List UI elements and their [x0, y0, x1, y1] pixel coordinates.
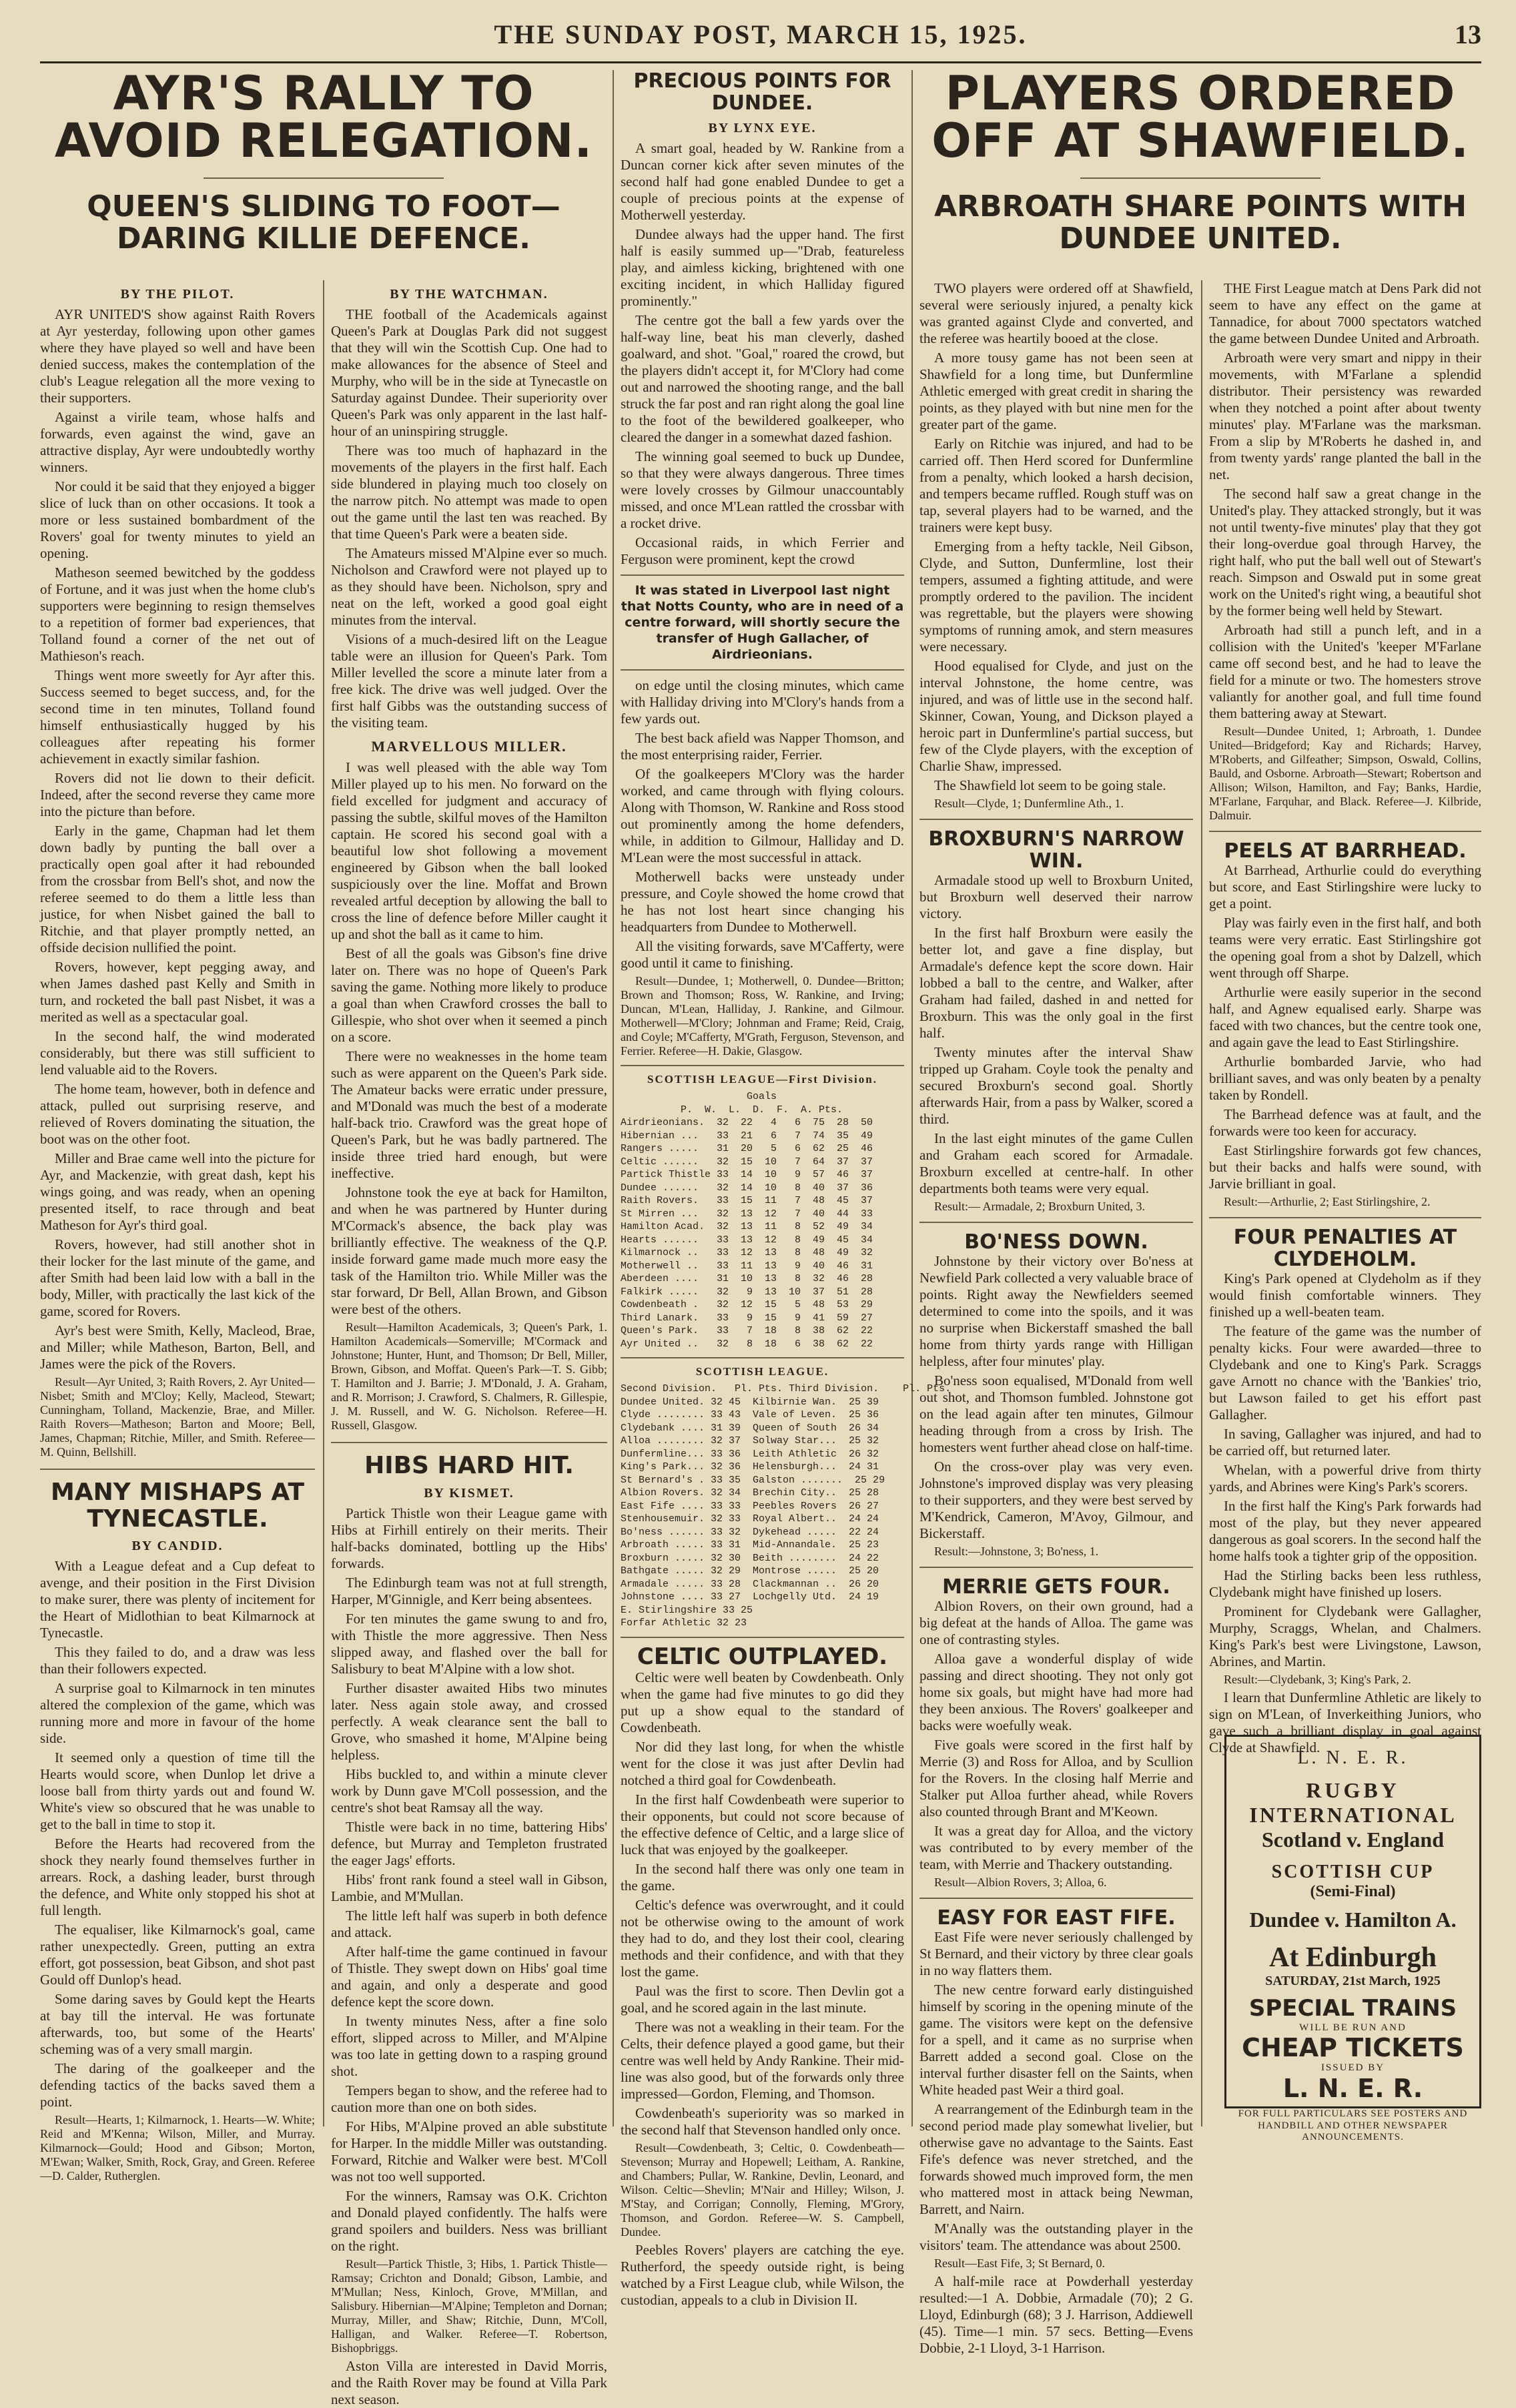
paragraph: A half-mile race at Powderhall yesterday resulted:—1 A. Dobbie, Armadale (70); 2 G. Lloyd, Edinburgh (68); 3 J. Harrison, Addiewell (45). Time—1 min. 57 secs. Betting—Evens Dobbie, 2-1 Lloyd, 3-1 Harrison.	[919, 2273, 1193, 2356]
league2-title: SCOTTISH LEAGUE.	[695, 1365, 829, 1378]
hibs-byline: BY KISMET.	[424, 1485, 514, 1501]
paragraph: It was a great day for Alloa, and the victory was contributed to by every member of the team, with Merrie and Thackery outstanding.	[919, 1823, 1193, 1872]
league2-heads	[621, 1382, 952, 1396]
paragraph: Cowdenbeath's superiority was so marked in the second half that Stevenson handled only once.	[621, 2104, 904, 2138]
merrie-headline: MERRIE GETS FOUR.	[942, 1575, 1170, 1599]
ayr-subhead: QUEEN'S SLIDING TO FOOT—DARING KILLIE DEFENCE.	[87, 189, 560, 256]
paragraph: Ayr's best were Smith, Kelly, Macleod, Brae, and Miller; while Matheson, Barton, Bell, and James were the pick of the Rovers.	[40, 1322, 315, 1372]
paragraph: The feature of the game was the number of penalty kicks. Four were awarded—three to Clydebank and one to King's Park. Scraggs gave Arnott no chance with the 'Bankies' trio, but Lawson failed to get his effort past Gallagher.	[1209, 1323, 1481, 1423]
dundee-body-2	[621, 677, 904, 1058]
league-table-row: Airdrieonians. 32 22 4 6 75 28 50	[621, 1117, 873, 1128]
paragraph: Nor could it be said that they enjoyed a bigger slice of luck than on other occasions. It took a more or less sustained bombardment of the Rovers' goal for twenty minutes to yield an opening.	[40, 478, 315, 561]
paragraph: At Barrhead, Arthurlie could do everything but score, and East Stirlingshire were lucky to get a point.	[1209, 862, 1481, 911]
column-divider	[323, 280, 324, 2126]
paragraph: Emerging from a hefty tackle, Neil Gibson, Clyde, and Sutton, Dunfermline, lost their tempers, assumed a fighting attitude, and were promptly ordered to the pavilion. The incident was regrettable, but the players were showing symptoms of running amok, and stern measures were necessary.	[919, 538, 1193, 655]
paragraph: The Barrhead defence was at fault, and the forwards were too keen for accuracy.	[1209, 1106, 1481, 1139]
paragraph: On the cross-over play was very even. Johnstone's improved display was very pleasing to their supporters, and they were best served by M'Kendrick, Cameron, M'Avoy, Gilmour, and Bickerstaff.	[919, 1459, 1193, 1541]
match-result: Result:— Armadale, 2; Broxburn United, 3.	[934, 1200, 1145, 1213]
ad-company-footer: L. N. E. R.	[1282, 2073, 1423, 2103]
league1-table	[621, 1116, 904, 1350]
paragraph: Things went more sweetly for Ayr after this. Success seemed to beget success, and, for the second time in ten minutes, Tolland found himself enthusiastically hugged by his colleagues after repeating his former achievement in exactly similar fashion.	[40, 667, 315, 767]
paragraph: East Stirlingshire forwards got few chances, but their backs and halfs were sound, with Jarvie brilliant in goal.	[1209, 1142, 1481, 1192]
league-table-row: Hibernian ... 33 21 6 7 74 35 49	[621, 1130, 873, 1142]
match-result: Result—Clyde, 1; Dunfermline Ath., 1.	[934, 797, 1124, 810]
paragraph: Arthurlie were easily superior in the second half, and Agnew equalised early. Sharpe was faced with two chances, but the centre took one, and again gave the lead to East Stirlingshire.	[1209, 984, 1481, 1050]
match-result: Result—Hamilton Academicals, 3; Queen's Park, 1. Hamilton Academicals—Somerville; M'Cormack and Johnstone; Hunter, Hunt, and Thomson; Dr Bell, Miller, Brown, Gibson, and Moffat. Queen's Park—T. S. Gibb; T. Hamilton and J. Barrie; J. M'Donald, J. A. Graham, and R. Morrison; J. Crawford, S. Chalmers, R. Gillespie, J. M. Russell, and W. G. Nicholson. Referee—H. Russell, Glasgow.	[331, 1320, 607, 1432]
paragraph: The equaliser, like Kilmarnock's goal, came rather unexpectedly. Green, putting an extra effort, got possession, beat Gibson, and shot past Gould off Dunlop's head.	[40, 1922, 315, 1988]
paragraph: A more tousy game has not been seen at Shawfield for a long time, but Dunfermline Athletic emerged with great credit in sharing the points, as they played with but nine men for the greater part of the game.	[919, 350, 1193, 432]
match-result: Result:—Clydebank, 3; King's Park, 2.	[1224, 1673, 1411, 1686]
paragraph: This they failed to do, and a draw was less than their followers expected.	[40, 1644, 315, 1677]
column-5	[1209, 280, 1481, 1755]
paragraph: Visions of a much-desired lift on the League table were an illusion for Queen's Park. Tom Miller levelled the score a minute later from a free kick. The drive was well judged. Over the first half Gibbs was the outstanding success of the visiting team.	[331, 631, 607, 731]
paragraph: A rearrangement of the Edinburgh team in the second period made play somewhat livelier, but otherwise gave no advantage to the Saints. East Fife's defence was never stretched, and the forwards showed much improved form, the men who mattered most in attack being Newman, Barrett, and Nairn.	[919, 2101, 1193, 2217]
league-table-row: Ayr United .. 32 8 18 6 38 62 22	[621, 1338, 873, 1350]
paragraph: Albion Rovers, on their own ground, had a big defeat at the hands of Alloa. The game was one of contrasting styles.	[919, 1598, 1193, 1647]
paragraph: The Amateurs missed M'Alpine ever so much. Nicholson and Crawford were not played up to as they should have been. Nicholson, spry and neat on the left, worked a good goal eight minutes from the interval.	[331, 545, 607, 628]
paragraph: Arbroath had still a punch left, and in a collision with the United's 'keeper M'Farlane came off second best, and he had to leave the field for a minute or two. The homesters strove valiantly for another goal, and full time found them battering away at Stewart.	[1209, 622, 1481, 721]
transfer-note: It was stated in Liverpool last night that Notts County, who are in need of a centre forward, will shortly secure the transfer of Hugh Gallacher, of Airdrieonians.	[621, 583, 904, 662]
league-table-row: Motherwell .. 33 11 13 9 40 46 31	[621, 1260, 873, 1272]
paragraph: Whelan, with a powerful drive from thirty yards, and Abrines were King's Park's scorers.	[1209, 1462, 1481, 1495]
shawfield-headline: PLAYERS ORDERED OFF AT SHAWFIELD.	[931, 66, 1469, 169]
arbroath-headline: ARBROATH SHARE POINTS WITH DUNDEE UNITED.	[934, 189, 1467, 256]
page-number: 13	[1455, 19, 1481, 49]
league-table-row: Armadale ..... 33 28 Clackmannan .. 26 20	[621, 1578, 879, 1590]
league2-left-head: Second Division. Pl. Pts.	[621, 1383, 783, 1394]
paragraph: Dundee always had the upper hand. The first half is easily summed up—"Drab, featureless play, and aimless kicking, brightened with one exciting incident, in which Halliday figured prominently."	[621, 226, 904, 309]
match-result: Result—Ayr United, 3; Raith Rovers, 2. Ayr United—Nisbet; Smith and M'Cloy; Kelly, Macleod, Stewart; Cunningham, Tolland, Mackenzie, Brae, and Miller. Raith Rovers—Matheson; Barton and Moore; Bell, James, Chapman; Ritchie, Miller, and Smith. Referee—M. Quinn, Bellshill.	[40, 1375, 315, 1459]
paragraph: Arbroath were very smart and nippy in their movements, with M'Farlane a splendid distributor. Their persistency was rewarded when they notched a point after about twenty minutes' play. M'Farlane was the marksman. From a slip by M'Roberts he dashed in, and from twenty yards' range planted the ball in the net.	[1209, 350, 1481, 482]
broxburn-body	[919, 872, 1193, 1214]
paragraph: It seemed only a question of time till the Hearts would score, when Dunlop let drive a loose ball from thirty yards out and found W. White's view so obscured that he was unable to get to the ball in time to stop it.	[40, 1749, 315, 1833]
paragraph: Alloa gave a wonderful display of wide passing and direct shooting. They not only got home six goals, but might have had more had they been anxious. The Rovers' goalkeeper and backs were woefully weak.	[919, 1651, 1193, 1733]
tynecastle-body	[40, 1558, 315, 2183]
celtic-headline: CELTIC OUTPLAYED.	[637, 1643, 888, 1670]
league-table-row: Aberdeen .... 31 10 13 8 32 46 28	[621, 1273, 873, 1284]
league-table-row: Partick Thistle 33 14 10 9 57 46 37	[621, 1169, 873, 1180]
column-3	[621, 69, 952, 2308]
masthead	[40, 19, 1481, 59]
clydeholm-headline: FOUR PENALTIES AT CLYDEHOLM.	[1233, 1226, 1457, 1271]
paragraph: Hibs' front rank found a steel wall in Gibson, Lambie, and M'Mullan.	[331, 1871, 607, 1904]
league-table-row: Forfar Athletic 32 23	[621, 1617, 747, 1629]
boness-body	[919, 1253, 1193, 1559]
league-table-row: Clydebank .... 31 39 Queen of South 26 34	[621, 1422, 879, 1434]
paragraph: Peebles Rovers' players are catching the eye. Rutherford, the speedy outside right, is being watched by a First League club, while Wilson, the custodian, appeals to a club in Division II.	[621, 2241, 904, 2308]
paragraph: The second half saw a great change in the United's play. They attacked strongly, but it was not until twenty-five minutes' play that they got their long-overdue goal through Harvey, the right half, who put the ball well out of Stewart's reach. Simpson and Oswald put in some great work on the United's right wing, a beautiful shot by the former being well held by Stewart.	[1209, 486, 1481, 619]
column-2	[331, 280, 607, 2407]
column-4	[919, 280, 1193, 2356]
ad-international: INTERNATIONAL	[1249, 1802, 1457, 1827]
paragraph: In saving, Gallagher was injured, and had to be carried off, but returned later.	[1209, 1426, 1481, 1459]
paragraph: AYR UNITED'S show against Raith Rovers at Ayr yesterday, following upon other games where they have played so well and have been denied success, makes the contemplation of the club's League relegation all the more vexing to their supporters.	[40, 306, 315, 406]
match-result: Result—East Fife, 3; St Bernard, 0.	[934, 2257, 1105, 2270]
ayr-byline: BY THE PILOT.	[120, 287, 235, 302]
paragraph: Hibs buckled to, and within a minute clever work by Dunn gave M'Coll possession, and the centre's shot beat Ramsay all the way.	[331, 1765, 607, 1816]
paragraph: A surprise goal to Kilmarnock in ten minutes altered the complexion of the game, which was running more and more in favour of the home side.	[40, 1680, 315, 1747]
paragraph: After half-time the game continued in favour of Thistle. They swept down on Hibs' goal time and again, and only a desperate and good defence kept the score down.	[331, 1943, 607, 2010]
league-table-row: Bo'ness ...... 33 32 Dykehead ..... 22 24	[621, 1526, 879, 1538]
paragraph: Had the Stirling backs been less ruthless, Clydebank might have finished up losers.	[1209, 1567, 1481, 1600]
ad-will-be-run: WILL BE RUN AND	[1299, 2022, 1407, 2033]
paragraph: Nor did they last long, for when the whistle went for the close it was just after Devlin had notched a third goal for Cowdenbeath.	[621, 1738, 904, 1788]
paragraph: Celtic were well beaten by Cowdenbeath. Only when the game had five minutes to go did they put up a show equal to the standard of Cowdenbeath.	[621, 1669, 904, 1735]
paragraph: The winning goal seemed to buck up Dundee, so that they were always dangerous. Three times were lovely crosses by Gilmour unaccountably missed, and once M'Lean rattled the crossbar with a rocket drive.	[621, 448, 904, 531]
paragraph: Prominent for Clydebank were Gallagher, Murphy, Scraggs, Whelan, and Chalmers. King's Park's best were Livingstone, Lawson, Abrines, and Martin.	[1209, 1603, 1481, 1669]
paragraph: Tempers began to show, and the referee had to caution more than one on both sides.	[331, 2082, 607, 2115]
paragraph: Against a virile team, whose halfs and forwards, even against the wind, gave an attractive display, Ayr were undoubtedly worthy winners.	[40, 409, 315, 475]
celtic-body	[621, 1669, 904, 2309]
league-table-row: Celtic ...... 32 15 10 7 64 37 37	[621, 1156, 873, 1168]
league-table-row: Hearts ...... 33 13 12 8 49 45 34	[621, 1234, 873, 1246]
paragraph: Motherwell backs were unsteady under pressure, and Coyle showed the home crowd that he has not lost heart since changing his headquarters from Dundee to Motherwell.	[621, 869, 904, 935]
paragraph: In the second half there was only one team in the game.	[621, 1860, 904, 1894]
paragraph: Rovers did not lie down to their deficit. Indeed, after the second reverse they came more into the picture than before.	[40, 770, 315, 819]
paragraph: Matheson seemed bewitched by the goddess of Fortune, and it was just when the home club's supporters were beginning to resign themselves to a repetition of former bad experiences, that Tolland found a corner of the net out of Mathieson's reach.	[40, 564, 315, 664]
league-table-row: Broxburn ..... 32 30 Beith ........ 24 22	[621, 1552, 879, 1564]
paragraph: Early in the game, Chapman had let them down badly by punting the ball over a practically open goal after it had rebounded from the crossbar from Bell's shot, and now the referee seemed to do them a little less than justice, for when Nisbet gained the ball to Ritchie, and that player promptly netted, an offside decision nullified the point.	[40, 823, 315, 955]
ad-dundee-hamilton: Dundee v. Hamilton A.	[1249, 1908, 1457, 1932]
paragraph: For the winners, Ramsay was O.K. Crichton and Donald played confidently. The halfs were grand spoilers and builders. Ness was brilliant on the right.	[331, 2187, 607, 2254]
paragraph: The Shawfield lot seem to be going stale.	[934, 777, 1166, 793]
ad-rugby: RUGBY	[1306, 1778, 1400, 1803]
match-result: Result:—Johnstone, 3; Bo'ness, 1.	[934, 1545, 1099, 1558]
paragraph: Johnstone took the eye at back for Hamilton, and when he was partnered by Hunter during M'Cormack's absence, the back play was brilliantly effective. The weakness of the Q.P. inside forward game made much more easy the task of the Hamilton trio. While Miller was the star forward, Dr Bell, Allan Brown, and Gibson were best of the others.	[331, 1184, 607, 1317]
hibs-body	[331, 1505, 607, 2408]
league-table-row: Clyde ........ 33 43 Vale of Leven. 25 36	[621, 1409, 879, 1421]
paragraph: Celtic's defence was overwrought, and it could not be otherwise owing to the amount of work they had to do, and they lost their cool, clearing methods and their confidence, and with that they lost the game.	[621, 1896, 904, 1980]
paragraph: Best of all the goals was Gibson's fine drive later on. There was no hope of Queen's Park saving the game. Nothing more likely to produce a goal than when Crawford crosses the ball to Gillespie, who shot over when it seemed a pinch on a score.	[331, 945, 607, 1045]
league-table-row: King's Park... 32 36 Helensburgh... 24 31	[621, 1461, 879, 1473]
match-result: Result—Dundee United, 1; Arbroath, 1. Dundee United—Bridgeford; Kay and Richards; Harvey, M'Roberts, and Gilfeather; Simpson, Oswald, Collins, Bauld, and Osborne. Arbroath—Stewart; Robertson and Allison; Wilson, Hamilton, and Fay; Banks, Hardie, M'Farlane, Farquhar, and Black. Referee—J. Kilbride, Dalmuir.	[1209, 725, 1481, 822]
paragraph: In the first half Cowdenbeath were superior to their opponents, but could not score because of the effective defence of Celtic, and a large slice of luck that was enjoyed by the goalkeeper.	[621, 1791, 904, 1858]
paragraph: Thistle were back in no time, battering Hibs' defence, but Murray and Templeton frustrated the eager Jags' efforts.	[331, 1818, 607, 1868]
paragraph: Aston Villa are interested in David Morris, and the Raith Rover may be found at Villa Park next season.	[331, 2357, 607, 2407]
ad-semi-final: (Semi-Final)	[1310, 1882, 1396, 1900]
league-table-row: Hamilton Acad. 32 13 11 8 52 49 34	[621, 1221, 873, 1232]
ad-scotland-england: Scotland v. England	[1262, 1827, 1444, 1852]
paragraph: Before the Hearts had recovered from the shock they nearly found themselves further in arrears. Rock, a dashing leader, burst through the defence, and White only stopped his shot at full length.	[40, 1836, 315, 1919]
tynecastle-byline: BY CANDID.	[131, 1539, 224, 1554]
paragraph: In the first half the King's Park forwards had most of the play, but they never appeared dangerous as goal scorers. In the second half the home halfs took a tighter grip of the opposition.	[1209, 1498, 1481, 1564]
league1-header: Goals P. W. L. D. F. A. Pts.	[681, 1091, 843, 1116]
paragraph: I was well pleased with the able way Tom Miller played up to his men. No forward on the field excelled for judgment and accuracy of passing the subtle, skilful moves of the Hamilton captain. He scored his second goal with a beautiful low shot following a movement engineered by Gibson when the ball looked suspiciously over the line. Moffat and Brown revealed artful deception by allowing the ball to cross the line of defence before Miller caught it up and shot the ball as it came to him.	[331, 759, 607, 942]
paragraph: The daring of the goalkeeper and the defending tactics of the backs saved them a point.	[40, 2060, 315, 2110]
hibs-headline: HIBS HARD HIT.	[364, 1452, 574, 1479]
dundee-headline: PRECIOUS POINTS FOR DUNDEE.	[633, 69, 891, 115]
league-table-row: Dundee ...... 32 14 10 8 40 37 36	[621, 1182, 873, 1194]
merrie-body	[919, 1598, 1193, 1890]
column-divider	[911, 70, 913, 2126]
league-table-row: Johnstone .... 33 27 Lochgelly Utd. 24 19	[621, 1591, 879, 1603]
paragraph: In the first half Broxburn were easily the better lot, and gave a fine display, but Armadale's defence kept the score down. Hair lobbed a ball to the centre, and Walker, after Graham had failed, dashed in and netted for Broxburn. This was the only goal in the first half.	[919, 925, 1193, 1041]
ad-company: L. N. E. R.	[1297, 1747, 1409, 1768]
league-table-row: Dundee United. 32 45 Kilbirnie Wan. 25 39	[621, 1396, 879, 1408]
paragraph: With a League defeat and a Cup defeat to avenge, and their position in the First Division to make surer, there was plenty of incitement for the Heart of Midlothian to beat Kilmarnock at Tynecastle.	[40, 1558, 315, 1641]
queens-subhead: MARVELLOUS MILLER.	[371, 738, 567, 755]
paragraph: Hood equalised for Clyde, and just on the interval Johnstone, the home centre, was injured, and was of little use in the second half. Skinner, Cowan, Young, and Dickson played a heroic part in Dunfermline's partial success, but few of the Clyde players, with the exception of Charlie Shaw, impressed.	[919, 658, 1193, 774]
dundee-byline: BY LYNX EYE.	[708, 121, 817, 135]
paragraph: Five goals were scored in the first half by Merrie (3) and Ross for Alloa, and by Scullion for the Rovers. In the closing half Merrie and Stalker put Alloa further ahead, while Rovers also counted through Brant and M'Keown.	[919, 1737, 1193, 1820]
paragraph: In twenty minutes Ness, after a fine solo effort, slipped across to Miller, and M'Alpine was too late in getting down to a rasping ground shot.	[331, 2012, 607, 2079]
match-result: Result—Cowdenbeath, 3; Celtic, 0. Cowdenbeath—Stevenson; Murray and Hopewell; Leitham, A. Rankine, and Chambers; Pullar, W. Rankine, Devlin, Leonard, and Wilson. Celtic—Shevlin; M'Nair and Hilley; Wilson, J. M'Stay, and Corrigan; Connolly, Fleming, M'Grory, Thomson, and Gordon. Referee—W. S. Campbell, Dundee.	[621, 2140, 904, 2239]
match-result: Result—Dundee, 1; Motherwell, 0. Dundee—Britton; Brown and Thomson; Ross, W. Rankine, and Irving; Duncan, M'Lean, Halliday, J. Rankine, and Gilmour. Motherwell—M'Clory; Johnman and Frame; Reid, Craig, and Coyle; M'Cafferty, M'Grath, Ferguson, Stevenson, and Ferrier. Referee—H. Dakie, Glasgow.	[621, 974, 904, 1058]
match-result: Result—Albion Rovers, 3; Alloa, 6.	[934, 1876, 1107, 1889]
paragraph: Arthurlie bombarded Jarvie, who had brilliant saves, and was only beaten by a penalty taken by Rondell.	[1209, 1054, 1481, 1103]
shawfield-body	[919, 280, 1193, 811]
column-divider	[1201, 280, 1202, 2126]
ad-special-trains: SPECIAL TRAINS	[1248, 1995, 1457, 2022]
eastfife-headline: EASY FOR EAST FIFE.	[937, 1906, 1176, 1930]
paragraph: M'Anally was the outstanding player in the visitors' team. The attendance was about 2500.	[919, 2221, 1193, 2253]
masthead-title: THE SUNDAY POST, MARCH 15, 1925.	[494, 19, 1028, 49]
league-table-row: E. Stirlingshire 33 25	[621, 1604, 753, 1616]
paragraph: The home team, however, both in defence and attack, pulled out surprising reserve, and relieved of Rovers dominating the situation, the boot was on the other foot.	[40, 1081, 315, 1147]
masthead-rule	[40, 61, 1481, 63]
paragraph: For ten minutes the game swung to and fro, with Thistle the more aggressive. Then Ness slipped away, and flashed over the ball for Salisbury to beat M'Alpine with a low shot.	[331, 1610, 607, 1677]
league-table-row: Raith Rovers. 33 15 11 7 48 45 37	[621, 1195, 873, 1206]
arbroath-body	[1209, 280, 1481, 823]
match-result: Result:—Arthurlie, 2; East Stirlingshire, 2.	[1224, 1195, 1431, 1208]
ad-cheap-tickets: CHEAP TICKETS	[1242, 2032, 1464, 2062]
paragraph: Twenty minutes after the interval Shaw tripped up Graham. Coyle took the penalty and secured Broxburn's second goal. Shortly afterwards Hair, from a pass by Walker, scored a third.	[919, 1044, 1193, 1127]
broxburn-headline: BROXBURN'S NARROW WIN.	[928, 827, 1184, 873]
paragraph: Partick Thistle won their League game with Hibs at Firhill entirely on their merits. Their half-backs dominated, bottling up the Hibs' forwards.	[331, 1505, 607, 1571]
paragraph: Play was fairly even in the first half, and both teams were very erratic. East Stirlingshire got the opening goal from a shot by Dalzell, which went through off Sharpe.	[1209, 915, 1481, 981]
eastfife-body	[919, 1929, 1193, 2357]
barrhead-headline: PEELS AT BARRHEAD.	[1224, 839, 1467, 863]
ayr-body	[40, 306, 315, 1459]
paragraph: I learn that Dunfermline Athletic are likely to sign on M'Lean, of Inverkeithing Juniors, who gave such a brilliant display in goal against Clyde at Shawfield.	[1209, 1689, 1481, 1755]
match-result: Result—Hearts, 1; Kilmarnock, 1. Hearts—W. White; Reid and M'Kenna; Wilson, Miller, and Murray. Kilmarnock—Gould; Hood and Gibson; Morton, M'Ewan; Walker, Smith, Rock, Gray, and Green. Referee—D. Calder, Rutherglen.	[40, 2113, 315, 2183]
league-table-row: Falkirk ..... 32 9 13 10 37 51 28	[621, 1286, 873, 1298]
league-table-row: Rangers ..... 31 20 5 6 62 25 46	[621, 1143, 873, 1154]
paragraph: The best back afield was Napper Thomson, and the most enterprising raider, Ferrier.	[621, 730, 904, 763]
paragraph: Miller and Brae came well into the picture for Ayr, and Mackenzie, with great dash, kept his wings going, and was ready, when an opening presented itself, to race through and beat Matheson for Ayr's third goal.	[40, 1150, 315, 1233]
paragraph: THE First League match at Dens Park did not seem to have any effect on the game at Tannadice, for about 7000 spectators watched the game between Dundee United and Arbroath.	[1209, 280, 1481, 346]
paragraph: Rovers, however, had still another shot in their locker for the last minute of the game, and after Smith had been laid low with a ball in the body, Miller, with practically the last kick of the game, scored for Rovers.	[40, 1236, 315, 1319]
league2-table	[621, 1396, 904, 1630]
paragraph: Armadale stood up well to Broxburn United, but Broxburn well deserved their narrow victory.	[919, 872, 1193, 921]
queens-body-2	[331, 759, 607, 1433]
league-table-row: Cowdenbeath . 32 12 15 5 48 53 29	[621, 1299, 873, 1310]
ad-date: SATURDAY, 21st March, 1925	[1265, 1974, 1441, 1989]
dundee-body	[621, 140, 904, 568]
paragraph: The little left half was superb in both defence and attack.	[331, 1907, 607, 1940]
paragraph: Paul was the first to score. Then Devlin got a goal, and he scored again in the last minute.	[621, 1982, 904, 2016]
paragraph: Further disaster awaited Hibs two minutes later. Ness again stole away, and crossed perfectly. A weak clearance sent the ball to Grove, who smashed it home, M'Alpine being helpless.	[331, 1679, 607, 1763]
league-table-row: Dunfermline... 33 36 Leith Athletic 26 32	[621, 1448, 879, 1460]
league-table-row: Arbroath ..... 33 31 Mid-Annandale. 25 23	[621, 1539, 879, 1551]
queens-byline: BY THE WATCHMAN.	[390, 287, 548, 302]
ad-particulars: FOR FULL PARTICULARS SEE POSTERS AND HANDBILL AND OTHER NEWSPAPER ANNOUNCEMENTS.	[1238, 2108, 1468, 2142]
paragraph: THE football of the Academicals against Queen's Park at Douglas Park did not suggest that they will win the Scottish Cup. One had to make allowances for the absence of Steel and Murphy, who will be in the side at Tynecastle on Saturday against Dundee. Their superiority over Queen's Park was only apparent in the last half-hour of an uninspiring struggle.	[331, 306, 607, 439]
paragraph: In the last eight minutes of the game Cullen and Graham each scored for Armadale. Broxburn excelled at centre-half. In other departments both teams were very equal.	[919, 1130, 1193, 1196]
paragraph: The Edinburgh team was not at full strength, Harper, M'Ginnigle, and Kerr being absentees.	[331, 1574, 607, 1607]
league-table-row: Kilmarnock .. 33 12 13 8 48 49 32	[621, 1247, 873, 1258]
paragraph: For Hibs, M'Alpine proved an able substitute for Harper. In the middle Miller was outstanding. Forward, Ritchie and Walker were best. M'Coll was not too well supported.	[331, 2118, 607, 2184]
paragraph: A smart goal, headed by W. Rankine from a Duncan corner kick after seven minutes of the second half had gone enabled Dundee to get a couple of precious points at the expense of Motherwell yesterday.	[621, 140, 904, 223]
paragraph: Bo'ness soon equalised, M'Donald from well out shot, and Thomson fumbled. Johnstone got on the lead again after ten minutes, Gilmour heading through from a cross by Irish. The homesters went further ahead close on half-time.	[919, 1372, 1193, 1455]
paragraph: The new centre forward early distinguished himself by scoring in the opening minute of the game. The visitors were kept on the defensive for a spell, and it came as no surprise when Barrett added a second goal. Close on the interval further disaster fell on the Saints, when White headed past Weir a third goal.	[919, 1982, 1193, 2098]
paragraph: There were no weaknesses in the home team such as were apparent on the Queen's Park side. The Amateur backs were erratic under pressure, and M'Donald was much the best of a moderate half-back trio. Crawford was the great hope of Queen's Park, but he was badly partnered. The inside three tried hard enough, but were ineffective.	[331, 1048, 607, 1181]
league-table-row: Albion Rovers. 32 34 Brechin City.. 25 28	[621, 1487, 879, 1499]
paragraph: Johnstone by their victory over Bo'ness at Newfield Park collected a very valuable brace of points. Right away the Newfielders seemed determined to come into the spoils, and it was no surprise when Bickerstaff smashed the ball home from thirty yards range with Hilligan helpless, after four minutes' play.	[919, 1253, 1193, 1369]
tynecastle-headline: MANY MISHAPS AT TYNECASTLE.	[50, 1479, 305, 1533]
barrhead-body	[1209, 862, 1481, 1209]
league2-right-head: Third Division. Pl. Pts.	[789, 1383, 952, 1394]
ad-edinburgh: At Edinburgh	[1269, 1942, 1437, 1974]
paragraph: The centre got the ball a few yards over the half-way line, beat his man cleverly, dashed goalward, and shot. "Goal," roared the crowd, but the players didn't accept it, for M'Clory had come out and narrowed the shooting range, and the ball struck the far post and ran right along the goal line to the foot of the bewildered goalkeeper, who cleared the danger in a somewhat dazed fashion.	[621, 312, 904, 445]
league-table-row: East Fife .... 33 33 Peebles Rovers 26 27	[621, 1500, 879, 1512]
paragraph: Early on Ritchie was injured, and had to be carried off. Then Herd scored for Dunfermline from a penalty, which looked a harsh decision, and tempers became ruffled. Rough stuff was on tap, several players had to be warned, and the trainers were kept busy.	[919, 436, 1193, 535]
paragraph: TWO players were ordered off at Shawfield, several were seriously injured, a penalty kick was granted against Clyde and converted, and the referee was heartily booed at the close.	[919, 280, 1193, 346]
paragraph: King's Park opened at Clydeholm as if they would finish comfortable winners. They finished up a well-beaten team.	[1209, 1270, 1481, 1320]
paragraph: Of the goalkeepers M'Clory was the harder worked, and came through with flying colours. Along with Thomson, W. Rankine and Ross stood out prominently among the home defenders, while, in addition to Gilmour, Halliday and D. M'Lean were the most successful in attack.	[621, 766, 904, 865]
league-table-row: St Bernard's . 33 35 Galston ....... 25 29	[621, 1474, 885, 1486]
match-result: Result—Partick Thistle, 3; Hibs, 1. Partick Thistle—Ramsay; Crichton and Donald; Gibson, Lambie, and M'Mullan; Ness, Kinloch, Grove, M'Millan, and Salisbury. Hibernian—M'Alpine; Templeton and Dornan; Murray, Miller, and Shaw; Ritchie, Dunn, M'Coll, Halligan, and Walker. Referee—T. Robertson, Bishopbriggs.	[331, 2257, 607, 2355]
paragraph: East Fife were never seriously challenged by St Bernard, and their victory by three clear goals in no way flatters them.	[919, 1929, 1193, 1978]
ad-issued-by: ISSUED BY	[1320, 2062, 1385, 2074]
paragraph: Some daring saves by Gould kept the Hearts at bay till the interval. He was fortunate afterwards, too, but some of the Hearts' scheming was of a very small margin.	[40, 1991, 315, 2058]
league-table-row: St Mirren ... 32 13 12 7 40 44 33	[621, 1208, 873, 1220]
paragraph: There was too much of haphazard in the movements of the players in the first half. Each side blundered in playing much too closely on the narrow pitch. No attempt was made to open out the game until the last ten was reached. By that time Queen's Park were a beaten side.	[331, 442, 607, 542]
league-table-row: Queen's Park. 33 7 18 8 38 62 22	[621, 1325, 873, 1336]
league1-title: SCOTTISH LEAGUE—First Division.	[647, 1073, 877, 1086]
paragraph: Occasional raids, in which Ferrier and Ferguson were prominent, kept the crowd	[621, 534, 904, 567]
clydeholm-body	[1209, 1270, 1481, 1756]
league-table-row: Stenhousemuir. 32 33 Royal Albert.. 24 24	[621, 1513, 879, 1525]
paragraph: Rovers, however, kept pegging away, and when James dashed past Kelly and Smith in turn, and rocketed the ball past Nisbet, it was a merited as well as a spectacular goal.	[40, 959, 315, 1025]
column-1	[40, 280, 315, 2183]
ayr-headline: AYR'S RALLY TO AVOID RELEGATION.	[54, 66, 593, 169]
queens-body	[331, 306, 607, 731]
lner-advertisement	[1224, 1735, 1481, 2142]
paragraph: All the visiting forwards, save M'Cafferty, were good until it came to finishing.	[621, 938, 904, 971]
paragraph: on edge until the closing minutes, which came with Halliday driving into M'Clory's hands from a few yards out.	[621, 677, 904, 727]
paragraph: There was not a weakling in their team. For the Celts, their defence played a good game, but their centre was well held by Andy Rankine. Their mid-line was also good, but of the forwards only three impressed—Gordon, Fleming, and Thomson.	[621, 2018, 904, 2102]
league-table-row: Alloa ........ 32 37 Solway Star... 25 32	[621, 1435, 879, 1447]
paragraph: In the second half, the wind moderated considerably, but there was still sufficient to lend valuable aid to the Rovers.	[40, 1028, 315, 1078]
league-table-row: Third Lanark. 33 9 15 9 41 59 27	[621, 1312, 873, 1324]
ad-scottish-cup: SCOTTISH CUP	[1271, 1861, 1435, 1882]
column-divider	[613, 70, 614, 2126]
league-table-row: Bathgate ..... 32 29 Montrose ..... 25 20	[621, 1565, 879, 1577]
boness-headline: BO'NESS DOWN.	[964, 1230, 1148, 1254]
